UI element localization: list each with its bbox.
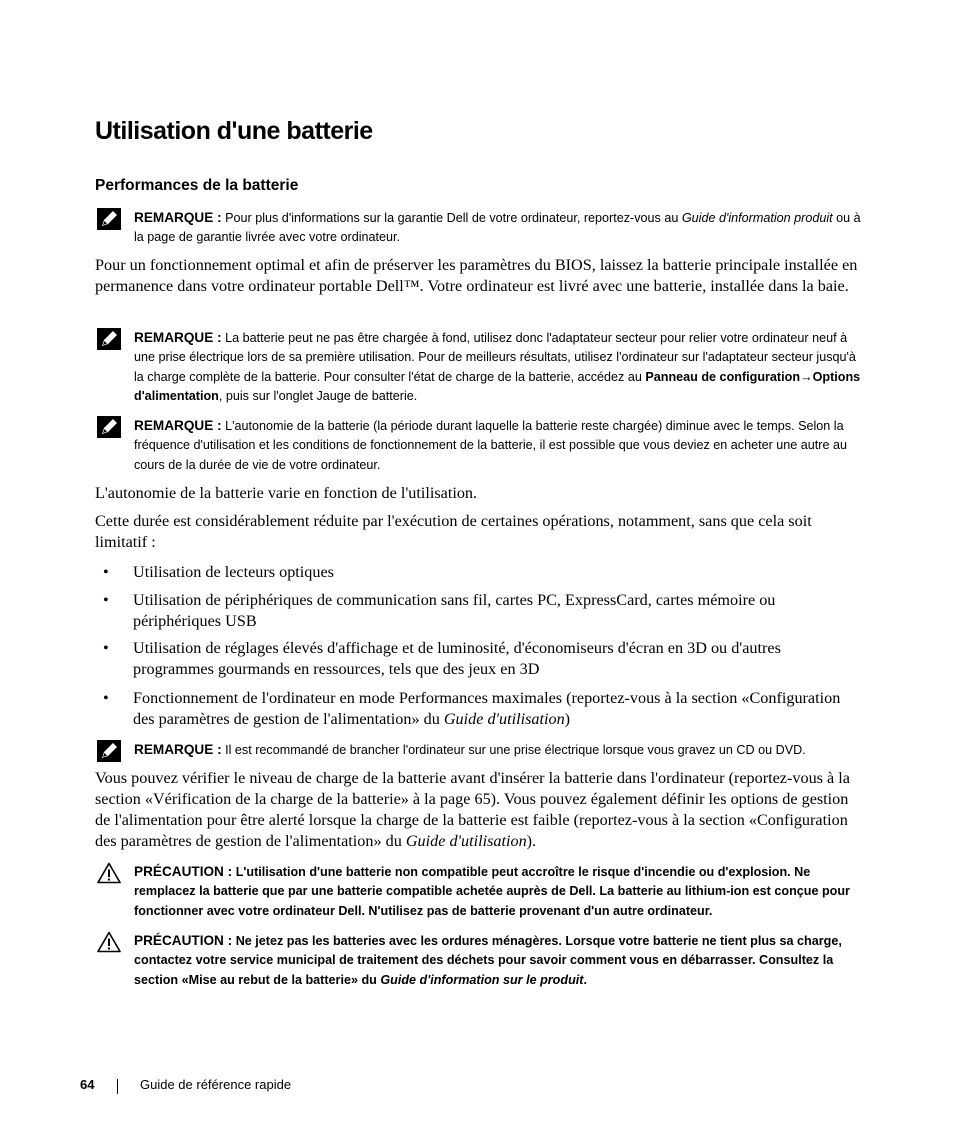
note-text: REMARQUE : L'autonomie de la batterie (la période durant laquelle la batterie reste chargée) diminue avec le temps. Selon la fréquence d'utilisation et les conditions de fonctionnement de la batterie, il est possible que vous deviez en acheter une autre au cours de la durée de vie de votre ordinateur.	[134, 418, 848, 472]
bullet-marker: •	[103, 689, 109, 707]
caution-text: PRÉCAUTION : Ne jetez pas les batteries avec les ordures ménagères. Lorsque votre batterie ne tient plus sa charge, contactez votre service municipal de traitement des déchets pour savoir comment vous en débarrasser. Consultez la section «Mise au rebut de la batterie» du Guide d'information sur le produit.	[134, 933, 842, 987]
power-options-ref: Options d'alimentation	[134, 369, 861, 403]
note-label: REMARQUE :	[134, 330, 222, 345]
bullet-marker: •	[103, 639, 109, 657]
note-text: REMARQUE : Il est recommandé de brancher l'ordinateur sur une prise électrique lorsque vous gravez un CD ou DVD.	[134, 742, 806, 757]
guide-reference: Guide d'information produit	[681, 211, 833, 225]
page-heading: Utilisation d'une batterie	[95, 117, 373, 145]
footer-divider	[117, 1079, 118, 1094]
note-cd-dvd	[97, 740, 867, 760]
note-pencil-icon	[97, 208, 121, 230]
paragraph-install: Pour un fonctionnement optimal et afin de préserver les paramètres du BIOS, laissez la batterie principale installée en permanence dans votre ordinateur portable Dell™. Votre ordinateur est livré avec une batterie, installée dans la baie.	[95, 256, 858, 295]
warning-triangle-icon	[97, 931, 121, 953]
footer-title: Guide de référence rapide	[140, 1077, 292, 1092]
bullet-marker: •	[103, 591, 109, 609]
paragraph-autonomy: L'autonomie de la batterie varie en fonction de l'utilisation.	[95, 484, 478, 502]
note-label: REMARQUE :	[134, 418, 222, 433]
note-text: REMARQUE : Pour plus d'informations sur la garantie Dell de votre ordinateur, reportez-vous au Guide d'information produit ou à la page de garantie livrée avec votre ordinateur.	[134, 210, 861, 245]
list-item: • Fonctionnement de l'ordinateur en mode Performances maximales (reportez-vous à la section «Configuration des paramètres de gestion de l'alimentation» du Guide d'utilisation)	[103, 689, 841, 728]
note-text: REMARQUE : La batterie peut ne pas être chargée à fond, utilisez donc l'adaptateur secteur pour relier votre ordinateur neuf à une prise électrique lors de sa première utilisation. Pour de meilleurs résultats, utilisez l'ordinateur sur l'adaptateur secteur jusqu'à la charge complète de la batterie. Pour consulter l'état de charge de la batterie, accédez au Panneau de configuration→Options d'alimentation, puis sur l'onglet Jauge de batterie.	[134, 330, 861, 403]
caution-disposal	[97, 931, 867, 990]
caution-label: PRÉCAUTION :	[134, 933, 233, 948]
note-warranty	[97, 208, 867, 248]
paragraph-reduction: Cette durée est considérablement réduite par l'exécution de certaines opérations, notamment, sans que cela soit limitatif :	[95, 512, 812, 551]
section-subheading: Performances de la batterie	[95, 177, 299, 194]
caution-compatibility	[97, 862, 867, 921]
note-pencil-icon	[97, 740, 121, 762]
warning-triangle-icon	[97, 862, 121, 884]
paragraph-check-charge: Vous pouvez vérifier le niveau de charge de la batterie avant d'insérer la batterie dans l'ordinateur (reportez-vous à la section «Vérification de la charge de la batterie» à la page 65). Vous pouvez également définir les options de gestion de l'alimentation pour être alerté lorsque la charge de la batterie est faible (reportez-vous à la section «Configuration des paramètres de gestion de l'alimentation» du Guide d'utilisation).	[95, 769, 850, 850]
note-lifetime	[97, 416, 867, 475]
list-item: • Utilisation de périphériques de communication sans fil, cartes PC, ExpressCard, cartes mémoire ou périphériques USB	[103, 591, 776, 630]
note-label: REMARQUE :	[134, 210, 222, 225]
page-number: 64	[80, 1077, 95, 1092]
caution-text: PRÉCAUTION : L'utilisation d'une batterie non compatible peut accroître le risque d'incendie ou d'explosion. Ne remplacez la batterie que par une batterie compatible achetée auprès de Dell. La batterie au lithium-ion est conçue pour fonctionner avec votre ordinateur Dell. N'utilisez pas de batterie provenant d'un autre ordinateur.	[134, 864, 850, 918]
note-charge	[97, 328, 867, 406]
note-pencil-icon	[97, 416, 121, 438]
note-pencil-icon	[97, 328, 121, 350]
guide-reference: Guide d'utilisation	[405, 832, 527, 850]
control-panel-ref: Panneau de configuration	[645, 369, 801, 384]
guide-reference: Guide d'information sur le produit	[380, 972, 584, 987]
note-label: REMARQUE :	[134, 742, 222, 757]
caution-label: PRÉCAUTION :	[134, 864, 233, 879]
bullet-marker: •	[103, 563, 109, 581]
guide-reference: Guide d'utilisation	[443, 709, 565, 728]
list-item: • Utilisation de réglages élevés d'affichage et de luminosité, d'économiseurs d'écran en 3D ou d'autres programmes gourmands en ressources, tels que des jeux en 3D	[103, 639, 781, 678]
list-item: • Utilisation de lecteurs optiques	[103, 563, 334, 581]
